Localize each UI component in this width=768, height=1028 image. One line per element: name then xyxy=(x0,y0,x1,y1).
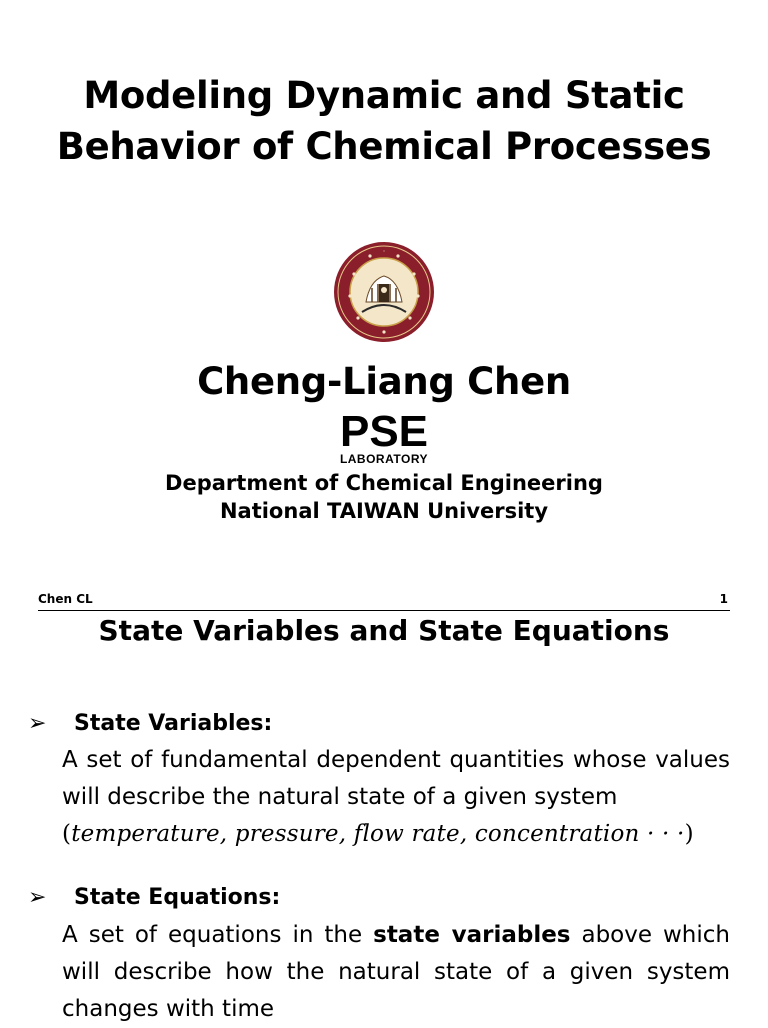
state-equations-definition xyxy=(62,917,730,1028)
university-name: National TAIWAN University xyxy=(219,499,549,523)
svg-text:·: · xyxy=(382,247,386,256)
text-fragment: above which xyxy=(581,922,730,948)
math-text: temperature, pressure, flow rate, concentration · · · xyxy=(71,821,685,847)
paragraph-line: will describe how the natural state of a given system xyxy=(62,959,730,985)
lab-logo-subtitle: LABORATORY xyxy=(339,452,429,466)
lab-logo-text: PSE xyxy=(339,407,429,456)
paragraph-line: A set of fundamental dependent quantities whose values xyxy=(62,747,730,773)
state-variables-definition xyxy=(62,742,730,853)
text-fragment: A set of equations in the xyxy=(62,922,363,948)
title-line-2: Behavior of Chemical Processes xyxy=(56,125,712,168)
title-line-1: Modeling Dynamic and Static xyxy=(83,74,685,117)
document-title xyxy=(0,70,768,172)
math-open-paren: ( xyxy=(62,821,72,847)
bullet-heading-label: State Equations: xyxy=(74,885,281,910)
university-seal-icon xyxy=(332,240,436,344)
paragraph-line xyxy=(62,917,730,954)
bullet-heading-label: State Variables: xyxy=(74,711,273,736)
math-example-list xyxy=(62,816,730,853)
running-header-author: Chen CL xyxy=(38,592,93,606)
emphasis-term: state variables xyxy=(373,922,571,948)
math-close-paren: ) xyxy=(684,821,694,847)
paragraph-line: will describe the natural state of a given system xyxy=(62,784,618,810)
bullet-heading-state-variables xyxy=(28,709,272,739)
slide-title: State Variables and State Equations xyxy=(98,614,670,647)
bullet-heading-state-equations xyxy=(28,883,280,913)
bullet-arrow-icon: ➢ xyxy=(28,885,47,910)
header-rule xyxy=(38,610,730,611)
bullet-arrow-icon: ➢ xyxy=(28,711,47,736)
page-number: 1 xyxy=(719,592,728,606)
department-name: Department of Chemical Engineering xyxy=(165,471,603,495)
paragraph-line: changes with time xyxy=(62,996,275,1022)
affiliation xyxy=(0,469,768,525)
author-name: Cheng-Liang Chen xyxy=(197,360,571,403)
